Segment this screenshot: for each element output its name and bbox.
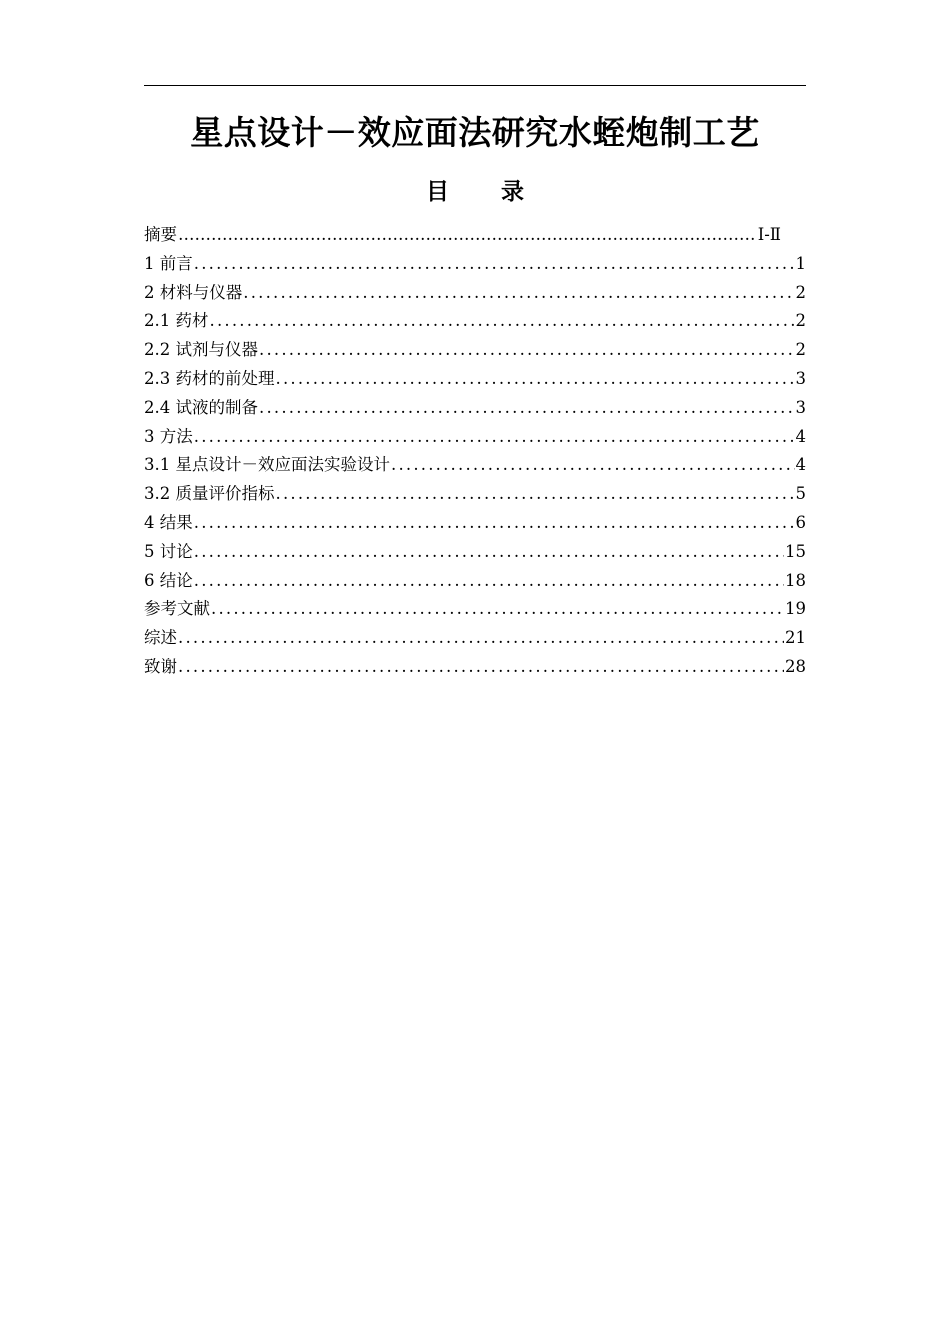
- toc-entry-page-number: 15: [785, 541, 806, 561]
- toc-entry-label: 3.1 星点设计－效应面法实验设计: [144, 455, 390, 475]
- toc-entry-page-number: 4: [795, 426, 806, 446]
- toc-entry-page-number: 18: [785, 570, 806, 590]
- toc-entry[interactable]: [144, 509, 806, 538]
- toc-entry[interactable]: [144, 250, 806, 279]
- toc-entry-label: 6 结论: [144, 570, 193, 590]
- toc-entry-label: 3.2 质量评价指标: [144, 484, 275, 504]
- toc-entry[interactable]: [144, 423, 806, 452]
- toc-entry-label: 2.2 试剂与仪器: [144, 340, 258, 360]
- toc-entry[interactable]: [144, 624, 806, 653]
- toc-entry-label: 1 前言: [144, 253, 193, 273]
- toc-entry-page-number: 3: [795, 397, 806, 417]
- toc-dot-leader: [211, 595, 784, 624]
- toc-dot-leader: [178, 221, 757, 250]
- toc-entry-page-number: Ⅰ-Ⅱ: [757, 225, 781, 244]
- toc-entry-label: 2 材料与仪器: [144, 282, 243, 302]
- toc-dot-leader: [178, 624, 784, 653]
- toc-entry-page-number: 2: [795, 311, 806, 331]
- toc-entry-page-number: 6: [795, 512, 806, 532]
- toc-entry[interactable]: [144, 480, 806, 509]
- toc-entry-label: 致谢: [144, 656, 177, 676]
- toc-entry[interactable]: [144, 336, 806, 365]
- toc-entry[interactable]: [144, 653, 806, 682]
- toc-dot-leader: [276, 480, 795, 509]
- toc-entry-page-number: 2: [795, 282, 806, 302]
- toc-entry[interactable]: [144, 595, 806, 624]
- toc-entry-label: 2.3 药材的前处理: [144, 368, 275, 388]
- toc-entry-page-number: 28: [785, 656, 806, 676]
- toc-entry-label: 3 方法: [144, 426, 193, 446]
- table-of-contents: [144, 221, 806, 682]
- toc-heading: 目 录: [425, 179, 546, 205]
- toc-entry-page-number: 4: [795, 455, 806, 475]
- toc-dot-leader: [243, 279, 794, 308]
- toc-dot-leader: [259, 336, 795, 365]
- toc-entry-label: 参考文献: [144, 599, 210, 619]
- toc-entry[interactable]: [144, 307, 806, 336]
- toc-entry-page-number: 19: [785, 599, 806, 619]
- toc-entry-label: 2.4 试液的制备: [144, 397, 258, 417]
- toc-entry-label: 摘要: [144, 225, 177, 244]
- toc-dot-leader: [210, 307, 795, 336]
- toc-dot-leader: [194, 423, 795, 452]
- toc-entry[interactable]: [144, 365, 806, 394]
- toc-dot-leader: [194, 538, 784, 567]
- toc-entry[interactable]: [144, 221, 806, 250]
- toc-dot-leader: [276, 365, 795, 394]
- toc-entry-page-number: 1: [795, 253, 806, 273]
- toc-dot-leader: [194, 567, 784, 596]
- toc-entry[interactable]: [144, 538, 806, 567]
- document-title: 星点设计－效应面法研究水蛭炮制工艺: [190, 113, 760, 152]
- toc-dot-leader: [194, 250, 795, 279]
- toc-entry-page-number: 2: [795, 340, 806, 360]
- toc-entry-label: 4 结果: [144, 512, 193, 532]
- toc-entry-label: 5 讨论: [144, 541, 193, 561]
- toc-dot-leader: [194, 509, 795, 538]
- toc-entry-page-number: 5: [795, 484, 806, 504]
- toc-dot-leader: [259, 394, 795, 423]
- toc-dot-leader: [178, 653, 784, 682]
- toc-entry[interactable]: [144, 279, 806, 308]
- toc-entry[interactable]: [144, 394, 806, 423]
- toc-entry-page-number: 21: [785, 628, 806, 648]
- toc-entry-page-number: 3: [795, 368, 806, 388]
- toc-entry-label: 2.1 药材: [144, 311, 209, 331]
- toc-entry-label: 综述: [144, 628, 177, 648]
- toc-entry[interactable]: [144, 567, 806, 596]
- toc-entry[interactable]: [144, 451, 806, 480]
- header-rule: [144, 85, 806, 86]
- toc-dot-leader: [391, 451, 795, 480]
